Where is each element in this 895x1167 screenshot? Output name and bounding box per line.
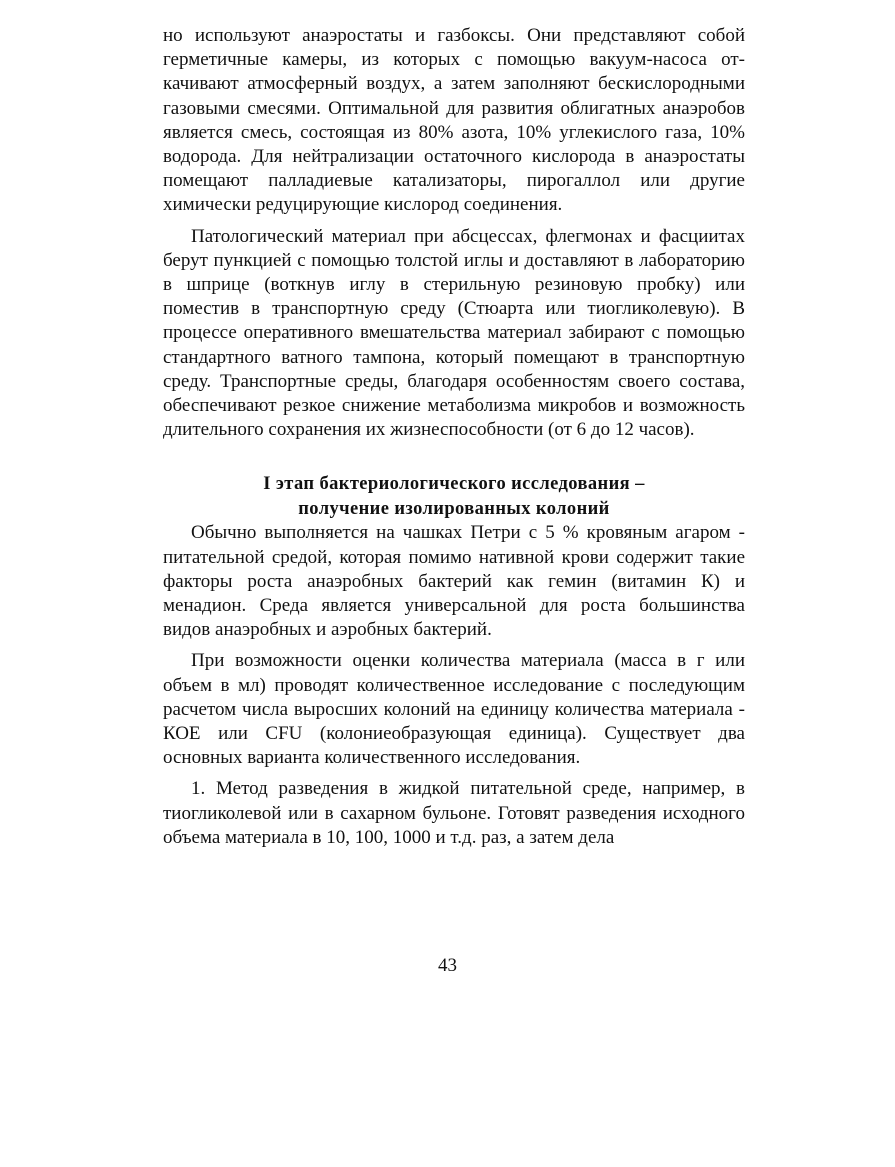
paragraph-anaerostats: но используют анаэростаты и газбоксы. Они представляют собой герметичные камеры, из которых с помощью вакуум-насоса откачивают атмосферный воздух, а затем заполняют бескислородными газовыми смесями. Оптимальной для развития облигатных анаэробов является смесь, состоящая из 80% азота, 10% углекислого газа, 10% водорода. Для нейтрализации остаточного кислорода в анаэростаты помещают палладиевые катализаторы, пирогаллол или другие химически редуцирующие кислород соединения. bbox=[163, 25, 745, 216]
paragraph-dilution-method: 1. Метод разведения в жидкой питательной среде, например, в тиогликолевой или в сахарном бульоне. Готовят разведения исходного объема материала в 10, 100, 1000 и т.д. раз, а затем дела bbox=[163, 778, 745, 848]
paragraph-quantitative-study: При возможности оценки количества материала (масса в г или объем в мл) проводят количественное исследование с последующим расчетом числа выросших колоний на единицу количества материала - КОЕ или CFU (колониеобразующая единица). Существует два основных варианта количественного исследования. bbox=[163, 650, 745, 769]
paragraph-pathological-material: Патологический материал при абсцессах, флегмонах и фасциитах берут пункцией с помощью толстой иглы и доставляют в лабораторию в шприце (воткнув иглу в стерильную резиновую пробку) или поместив в транспортную среду (Стюарта или тиогликолевую). В процессе оперативного вмешательства материал забирают с помощью стандартного ватного тампона, который помещают в транспортную среду. Транспортные среды, благодаря особенностям своего состава, обеспечивают резкое снижение метаболизма микробов и возможность длительного сохранения их жизнеспособности (от 6 до 12 часов). bbox=[163, 225, 745, 441]
page-number: 43 bbox=[438, 955, 457, 976]
section-heading-line-2: получение изолированных колоний bbox=[298, 498, 610, 519]
paragraph-petri-dishes: Обычно выполняется на чашках Петри с 5 % кровяным агаром - питательной средой, которая помимо нативной крови содержит такие факторы роста анаэробных бактерий как гемин (витамин К) и менадион. Среда является универсальной для роста большинства видов анаэробных и аэробных бактерий. bbox=[163, 522, 745, 641]
book-page bbox=[163, 24, 745, 850]
section-heading-line-1: I этап бактериологического исследования – bbox=[263, 474, 645, 495]
section-heading bbox=[163, 472, 745, 521]
